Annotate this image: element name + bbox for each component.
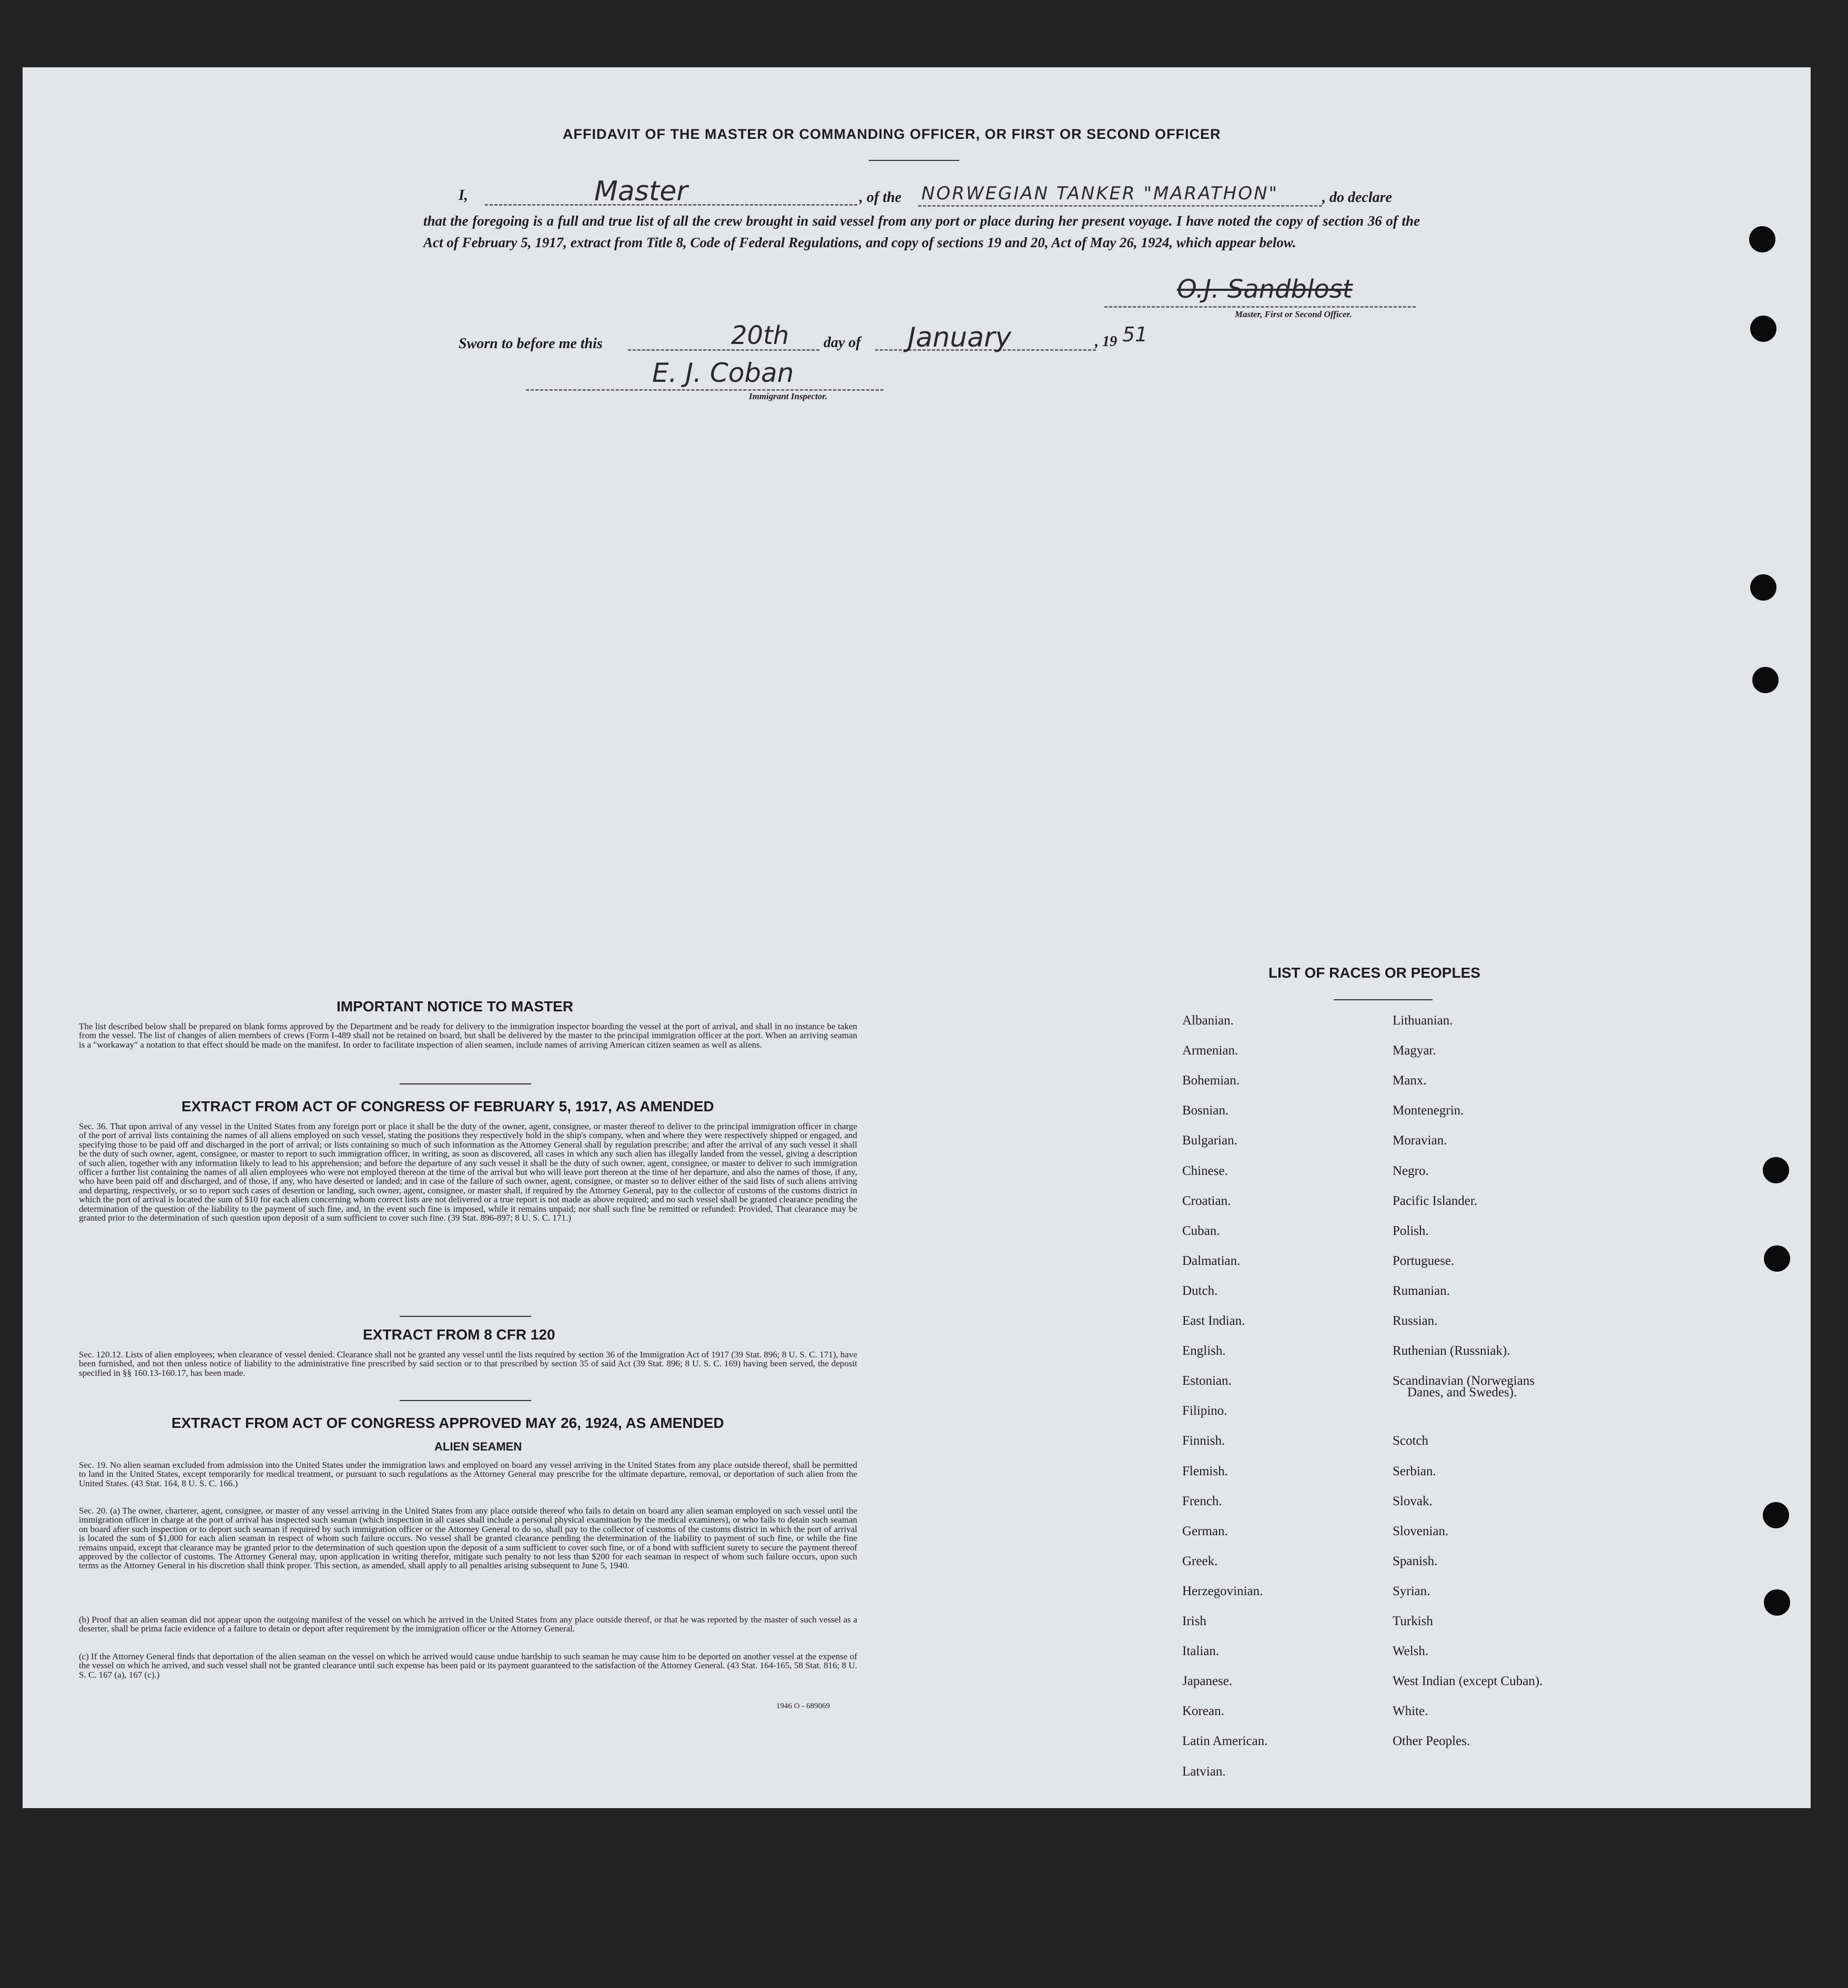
race-item: Pacific Islander.	[1393, 1194, 1478, 1208]
race-item: French.	[1182, 1494, 1222, 1508]
master-caption: Master, First or Second Officer.	[1235, 309, 1352, 319]
race-item: Greek.	[1182, 1554, 1218, 1568]
race-item: Lithuanian.	[1393, 1013, 1453, 1028]
notice-text: The list described below shall be prepared on blank forms approved by the Department and be ready for delivery to the immigration inspector boarding the vessel at the port of arrival, and shall in no instance be taken from the vessel. The list of changes of alien members of crews (Form I-489 shall not be retained on board, but shall be delivered by the master to the principal immigration officer at the port. When an arriving seaman is a "workaway" a notation to that effect should be made on the manifest. In order to facilitate inspection of alien seamen, include names of arriving American citizen seamen as well as aliens.	[79, 1021, 857, 1050]
sec20c-text: (c) If the Attorney General finds that deportation of the alien seaman on the vessel on which he arrived would cause undue hardship to such seaman he may cause him to be deported on another vessel at the expense of the vessel on which he arrived, and such vessel shall not be granted clearance until such expense has been paid or its payment guaranteed to the satisfaction of the Attorney General. (43 Stat. 164-165, 58 Stat. 816; 8 U. S. C. 167 (a), 167 (c).)	[79, 1651, 857, 1680]
extract-1917-title: EXTRACT FROM ACT OF CONGRESS OF FEBRUARY 5, 1917, AS AMENDED	[181, 1098, 714, 1114]
punch-hole	[1752, 667, 1779, 693]
extract-1917-text: Sec. 36. That upon arrival of any vessel in the United States from any foreign port or place it shall be the duty of the owner, agent, consignee, or master thereof to deliver to the principal immigration officer in charge of the port of arrival lists containing the names of all aliens employed on such vessel, stating the positions they respectively hold in the ship's company, when and where they were respectively shipped or engaged, and specifying those to be paid off and discharged in the port of arrival; or lists containing so much of such information as the Attorney General shall by regulation prescribe; and after the arrival of any such vessel it shall be the duty of such owner, agent, consignee, or master to report to such immigration officer, in writing, as soon as discovered, all cases in which any such alien has illegally landed from the vessel, giving a description of such alien, together with any information likely to lead to his apprehension; and before the departure of any such vessel it shall be the duty of such owner, agent, consignee, or master to deliver to such immigration officer a further list containing the names of all alien employees who were not employed thereon at the time of the arrival but who will leave port thereon at the time of her departure, and also the names of those, if any, who have been paid off and discharged, and of those, if any, who have deserted or landed; and in case of the failure of such owner, agent, consignee, or master so to deliver either of the said lists of such aliens arriving and departing, respectively, or so to report such cases of desertion or landing, such owner, agent, consignee, or master shall, if required by the Attorney General, pay to the collector of customs of the customs district in which the port of arrival is located the sum of $10 for each alien concerning whom correct lists are not delivered or a true report is not made as above required; and no such vessel shall be granted clearance pending the determination of the question of the liability to the payment of such fine, and, in the event such fine is imposed, while it remains unpaid; nor shall such fine be remitted or refunded: Provided, That clearance may be granted prior to the determination of such question upon deposit of a sum sufficient to cover such fine. (39 Stat. 896-897; 8 U. S. C. 171.)	[79, 1121, 857, 1223]
inspector-caption: Immigrant Inspector.	[749, 391, 828, 401]
of-the-label: , of the	[859, 189, 902, 206]
year-prefix: , 19	[1095, 333, 1117, 350]
race-item: Dalmatian.	[1182, 1254, 1241, 1268]
punch-hole	[1750, 316, 1776, 342]
day-line	[628, 349, 819, 351]
divider	[400, 1400, 531, 1401]
race-item: Serbian.	[1393, 1464, 1436, 1478]
race-item: Korean.	[1182, 1704, 1224, 1718]
inspector-signature: E. J. Coban	[652, 358, 794, 388]
divider	[400, 1083, 531, 1084]
race-item: Portuguese.	[1393, 1254, 1455, 1268]
race-item: East Indian.	[1182, 1314, 1245, 1328]
extract-1924-title: EXTRACT FROM ACT OF CONGRESS APPROVED MAY 26, 1924, AS AMENDED	[171, 1415, 724, 1431]
race-item: Latvian.	[1182, 1764, 1226, 1779]
master-signature-line	[1104, 306, 1416, 308]
race-item: Irish	[1182, 1614, 1206, 1628]
race-item: Welsh.	[1393, 1644, 1429, 1658]
master-signature: O.J. Sandblost	[1177, 275, 1353, 304]
race-item: West Indian (except Cuban).	[1393, 1674, 1543, 1688]
i-label: I,	[459, 187, 468, 204]
race-item: Albanian.	[1182, 1013, 1234, 1028]
race-item: Turkish	[1393, 1614, 1433, 1628]
race-item: Slovak.	[1393, 1494, 1433, 1508]
do-declare: , do declare	[1322, 189, 1392, 206]
divider	[400, 1316, 531, 1317]
sec20a-text: Sec. 20. (a) The owner, charterer, agent, consignee, or master of any vessel arriving in the United States from any place outside thereof who fails to detain on board any alien seaman employed on such vessel until the immigration officer in charge at the port of arrival has inspected such seaman (which inspection in all cases shall include a personal physical examination by the medical examiners), or who fails to detain such seaman on board after such inspection or to deport such seaman if required by such immigration officer or the Attorney General to do so, shall pay to the collector of customs of the customs district in which the port of arrival is located the sum of $1,000 for each alien seaman in respect of whom such failure occurs. No vessel shall be granted clearance pending the determination of the liability to payment of such fine, or while the fine remains unpaid, except that clearance may be granted prior to the determination of such question upon the deposit of a sum sufficient to cover such fine, or of a bond with sufficient surety to secure the payment thereof approved by the collector of customs. The Attorney General may, upon application in writing therefor, mitigate such penalty to not less than $200 for each seaman in respect of whom such failure occurs, upon such terms as the Attorney General in his discretion shall think proper. This section, as amended, shall apply to all penalties arising subsequent to June 5, 1940.	[79, 1506, 857, 1571]
race-item: Armenian.	[1182, 1043, 1238, 1058]
race-item: German.	[1182, 1524, 1228, 1538]
sworn-day: 20th	[731, 321, 789, 350]
race-item: Scandinavian (Norwegians	[1393, 1374, 1535, 1388]
race-item: Danes, and Swedes).	[1407, 1385, 1517, 1399]
race-item: Flemish.	[1182, 1464, 1228, 1478]
race-item: Bulgarian.	[1182, 1133, 1237, 1148]
race-item: English.	[1182, 1344, 1226, 1358]
race-item: Syrian.	[1393, 1584, 1430, 1598]
race-item: Chinese.	[1182, 1164, 1228, 1178]
race-item: Cuban.	[1182, 1224, 1220, 1238]
race-item: Italian.	[1182, 1644, 1220, 1658]
race-item: Slovenian.	[1393, 1524, 1449, 1538]
race-item: Magyar.	[1393, 1043, 1436, 1058]
race-item: Moravian.	[1393, 1133, 1447, 1148]
race-item: Scotch	[1393, 1434, 1429, 1448]
inspector-line	[526, 389, 884, 391]
declaration-text: that the foregoing is a full and true list of all the crew brought in said vessel from any port or place during her present voyage. I have noted the copy of section 36 of the Act of February 5, 1917, extract from Title 8, Code of Federal Regulations, and copy of sections 19 and 20, Act of May 26, 1924, which appear below.	[423, 213, 1420, 250]
vessel-name-stamp: NORWEGIAN TANKER "MARATHON"	[921, 183, 1279, 204]
race-item: Latin American.	[1182, 1734, 1268, 1748]
sworn-label: Sworn to before me this	[459, 336, 603, 352]
race-item: Bosnian.	[1182, 1103, 1229, 1118]
punch-hole	[1750, 574, 1776, 601]
master-name: Master	[594, 176, 688, 207]
race-item: Croatian.	[1182, 1194, 1231, 1208]
punch-hole	[1749, 226, 1775, 252]
print-code: 1946 O - 689069	[776, 1702, 830, 1710]
race-item: Herzegovinian.	[1182, 1584, 1263, 1598]
extract-1924-subtitle: ALIEN SEAMEN	[434, 1440, 522, 1453]
extract-8cfr-text: Sec. 120.12. Lists of alien employees; when clearance of vessel denied. Clearance shall not be granted any vessel until the lists required by section 36 of the Immigration Act of 1917 (39 Stat. 896; 8 U. S. C. 171), have been furnished, and not then unless notice of liability to the administrative fine prescribed by said section or to that prescribed by section 35 of said Act (39 Stat. 896; 8 U. S. C. 169) having been served, the deposit specified in §§ 160.13-160.17, has been made.	[79, 1350, 857, 1378]
extract-8cfr-title: EXTRACT FROM 8 CFR 120	[363, 1326, 555, 1343]
races-title: LIST OF RACES OR PEOPLES	[1268, 965, 1480, 981]
race-item: Spanish.	[1393, 1554, 1438, 1568]
race-item: Estonian.	[1182, 1374, 1232, 1388]
race-item: Dutch.	[1182, 1284, 1218, 1298]
race-item: Russian.	[1393, 1314, 1438, 1328]
race-item: Ruthenian (Russniak).	[1393, 1344, 1510, 1358]
race-item: Manx.	[1393, 1073, 1427, 1088]
race-item: Rumanian.	[1393, 1284, 1450, 1298]
sworn-month: January	[908, 322, 1012, 353]
punch-hole	[1763, 1157, 1789, 1183]
punch-hole	[1763, 1502, 1789, 1528]
notice-title: IMPORTANT NOTICE TO MASTER	[337, 998, 574, 1015]
punch-hole	[1764, 1245, 1790, 1272]
divider	[1334, 999, 1433, 1000]
day-of-label: day of	[824, 334, 861, 351]
race-item: Montenegrin.	[1393, 1103, 1464, 1118]
divider	[869, 160, 959, 161]
affidavit-title: AFFIDAVIT OF THE MASTER OR COMMANDING OFFICER, OR FIRST OR SECOND OFFICER	[563, 126, 1221, 142]
race-item: Other Peoples.	[1393, 1734, 1470, 1748]
race-item: White.	[1393, 1704, 1428, 1718]
race-item: Filipino.	[1182, 1404, 1227, 1418]
race-item: Japanese.	[1182, 1674, 1233, 1688]
sec19-text: Sec. 19. No alien seaman excluded from admission into the United States under the immigration laws and employed on board any vessel arriving in the United States from any place outside thereof, shall be permitted to land in the United States, except temporarily for medical treatment, or pursuant to such regulations as the Attorney General may prescribe for the ultimate departure, removal, or deportation of such alien from the United States. (43 Stat. 164, 8 U. S. C. 166.)	[79, 1460, 857, 1488]
punch-hole	[1764, 1589, 1790, 1616]
race-item: Polish.	[1393, 1224, 1429, 1238]
race-item: Finnish.	[1182, 1434, 1225, 1448]
vessel-line	[918, 205, 1322, 207]
sec20b-text: (b) Proof that an alien seaman did not appear upon the outgoing manifest of the vessel on which he arrived in the United States from any place outside thereof, or that he was reported by the master of such vessel as a deserter, shall be prima facie evidence of a failure to detain or deport after requirement by the immigration officer or the Attorney General.	[79, 1615, 857, 1634]
race-item: Bohemian.	[1182, 1073, 1240, 1088]
year-suffix: 51	[1122, 323, 1148, 346]
race-item: Negro.	[1393, 1164, 1429, 1178]
